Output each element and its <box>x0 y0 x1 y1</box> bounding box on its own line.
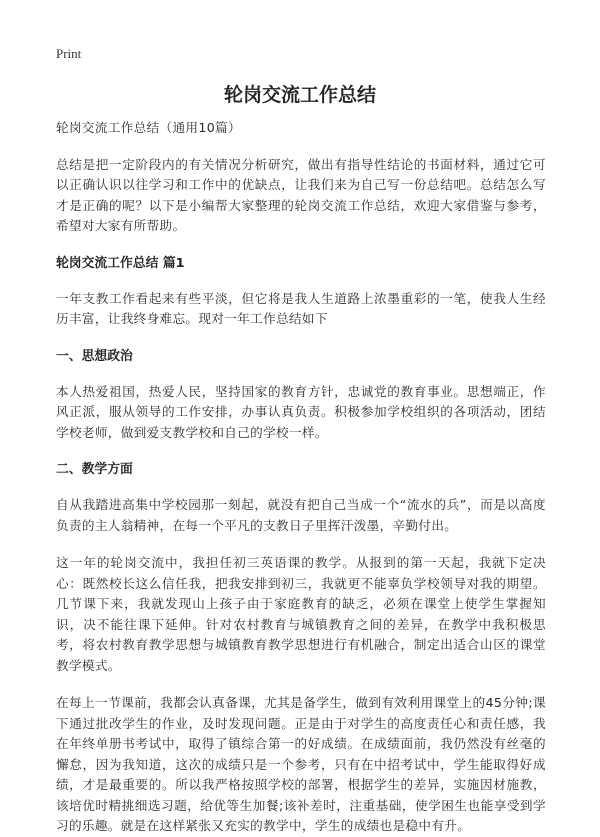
opening-paragraph: 一年支教工作看起来有些平淡，但它将是我人生道路上浓墨重彩的一笔，使我人生经历丰富，让我终身难忘。现对一年工作总结如下 <box>56 290 546 326</box>
article-heading: 轮岗交流工作总结 篇1 <box>56 255 185 271</box>
subtitle: 轮岗交流工作总结（通用10篇） <box>56 120 241 135</box>
section-heading-teaching: 二、教学方面 <box>56 462 133 477</box>
teaching-paragraph-2: 这一年的轮岗交流中，我担任初三英语课的教学。从报到的第一天起，我就下定决心：既然校长这么信任我，把我安排到初三，我就更不能辜负学校领导对我的期望。几节课下来，我就发现山上孩子由于家庭教育的缺乏，必须在课堂上使学生掌握知识，决不能往课下延伸。针对农村教育与城镇教育之间的差异，在教学中我积极思考，将农村教育教学思想与城镇教育教学思想进行有机融合，制定出适合山区的课堂教学模式。 <box>56 555 546 673</box>
intro-paragraph: 总结是把一定阶段内的有关情况分析研究，做出有指导性结论的书面材料，通过它可以正确认识以往学习和工作中的优缺点，让我们来为自己写一份总结吧。总结怎么写才是正确的呢？以下是小编帮大家整理的轮岗交流工作总结，欢迎大家借鉴与参考，希望对大家有所帮助。 <box>56 156 546 233</box>
section-heading-politics: 一、思想政治 <box>56 348 133 364</box>
teaching-paragraph-3: 在每上一节课前，我都会认真备课，尤其是备学生，做到有效利用课堂上的45分钟;课下通过批改学生的作业，及时发现问题。正是由于对学生的高度责任心和责任感，我在年终单册书考试中，取得了镇综合第一的好成绩。在成绩面前，我仍然没有丝毫的懈怠，因为我知道，这次的成绩只是一个参考，只有在中招考试中，学生能取得好成绩，才是最重要的。所以我严格按照学校的部署，根据学生的差异，实施因材施教，该培优时精挑细选习题，给优等生加餐;该补差时，注重基础，使学困生也能享受到学习的乐趣。就是在这样紧张又充实的教学中，学生的成绩也是稳中有升。 <box>56 695 546 833</box>
page-title: 轮岗交流工作总结 <box>223 84 376 106</box>
teaching-paragraph-1: 自从我踏进高集中学校园那一刻起，就没有把自己当成一个“流水的兵”，而是以高度负责的主人翁精神，在每一个平凡的支教日子里挥汗泼墨，辛勤付出。 <box>56 497 546 533</box>
print-link[interactable]: Print <box>56 46 82 61</box>
section-politics-text: 本人热爱祖国，热爱人民，坚持国家的教育方针，忠诚党的教育事业。思想端正，作风正派，服从领导的工作安排，办事认真负责。积极参加学校组织的各项活动，团结学校老师，做到爱支教学校和自己的学校一样。 <box>56 383 546 440</box>
article-body <box>56 118 546 837</box>
